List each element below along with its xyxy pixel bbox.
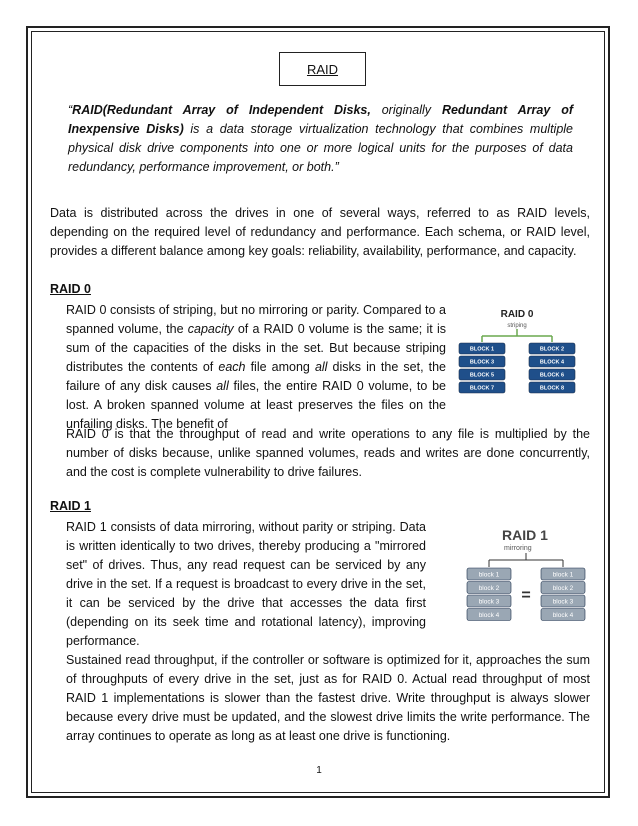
raid1-left-block-label-1: block 1	[478, 571, 500, 579]
raid1-left-block-label-3: block 3	[478, 598, 500, 606]
raid1-disk-left	[467, 568, 511, 621]
page-number: 1	[316, 765, 322, 776]
quote-term: RAID(Redundant Array of Independent Disks,	[72, 103, 371, 117]
raid0-right-block-label-4: BLOCK 8	[539, 385, 565, 392]
raid0-text-5: files, the entire RAID 0 volume, to be lost. A broken spanned volume at least preserves the files on the unfailing disks. The benefit of	[66, 379, 446, 431]
raid0-text-1: RAID 0 consists of striping, but no mirroring or parity. Compared to a spanned volume, the	[66, 303, 446, 336]
raid1-right-block-label-2: block 2	[552, 584, 574, 592]
raid1-paragraph-wrapped: RAID 1 consists of data mirroring, without parity or striping. Data is written identically to two drives, thereby producing a "mirrored set" of drives. Thus, any read request can be serviced by any drive in the set. If a request is broadcast to every drive in the set, it can be serviced by the drive that accesses the data first (depending on its seek time and rotational latency), improving performance.	[66, 520, 426, 648]
quote-originally: originally	[370, 103, 442, 117]
raid1-disk-right	[541, 568, 585, 621]
raid0-heading: RAID 0	[50, 282, 91, 296]
raid0-text-4: disks in the set, the failure of any disk causes	[66, 360, 447, 393]
raid1-left-block-label-2: block 2	[478, 584, 500, 592]
raid0-disk-left	[459, 343, 505, 393]
title-box	[279, 52, 366, 86]
raid1-right-block-label-3: block 3	[552, 598, 574, 606]
raid1-left-block-label-4: block 4	[478, 611, 500, 619]
raid0-diagram-title: RAID 0	[500, 309, 534, 320]
raid0-paragraph-full: RAID 0 is that the throughput of read and write operations to any file is multiplied by the number of disks because, unlike spanned volumes, reads and writes are done concurrently, and the cost is complete vulnerability to drive failures.	[66, 427, 590, 479]
raid1-right-block-label-4: block 4	[552, 611, 574, 619]
raid0-italic-each: each	[218, 360, 246, 374]
raid1-diagram-title: RAID 1	[502, 527, 548, 543]
page-title: RAID	[306, 61, 339, 77]
raid0-text-3: file among	[245, 360, 315, 374]
quote-expansion: Redundant Array of Inexpensive Disks)	[68, 103, 573, 136]
raid0-text-2: of a RAID 0 volume is the same; it is sum of the capacities of the disks in the set. But because striping distributes the contents of	[66, 322, 446, 374]
raid0-left-block-label-4: BLOCK 7	[469, 385, 495, 392]
raid0-italic-all-1: all	[314, 360, 328, 374]
raid1-right-block-label-1: block 1	[552, 571, 574, 579]
raid1-diagram-subtitle: mirroring	[504, 545, 532, 552]
raid0-left-block-label-2: BLOCK 3	[469, 359, 495, 366]
raid0-disk-right	[529, 343, 575, 393]
raid1-heading: RAID 1	[50, 499, 91, 513]
raid0-right-block-label-2: BLOCK 4	[539, 359, 565, 366]
raid0-diagram	[455, 302, 590, 398]
quote-rest: is a data storage virtualization technology that combines multiple physical disk drive components into one or more logical units for the purposes of data redundancy, performance improvement, or both.”	[68, 122, 573, 174]
raid1-paragraph-full: Sustained read throughput, if the controller or software is optimized for it, approaches the sum of throughputs of every drive in the set, just as for RAID 0. Actual read throughput of most RAID 1 implementations is slower than the fastest drive. Write throughput is always slower because every drive must be updated, and the slowest drive limits the write performance. The array continues to operate as long as at least one drive is functioning.	[66, 653, 590, 743]
raid0-paragraph-wrapped	[66, 301, 446, 434]
raid0-diagram-subtitle: striping	[507, 323, 527, 329]
raid1-diagram	[462, 523, 590, 630]
raid0-italic-all-2: all	[216, 379, 229, 393]
definition-quote	[68, 101, 573, 177]
raid1-equals-sign: =	[521, 587, 531, 604]
intro-paragraph: Data is distributed across the drives in one of several ways, referred to as RAID levels, depending on the required level of redundancy and performance. Each schema, or RAID level, provides a different balance among key goals: reliability, availability, performance, and capacity.	[50, 206, 590, 258]
raid0-italic-capacity: capacity	[187, 322, 234, 336]
raid0-left-block-label-1: BLOCK 1	[469, 346, 495, 353]
quote-open: “	[68, 103, 73, 117]
raid0-left-block-label-3: BLOCK 5	[469, 372, 495, 379]
raid0-right-block-label-1: BLOCK 2	[539, 346, 565, 353]
raid0-right-block-label-3: BLOCK 6	[539, 372, 565, 379]
